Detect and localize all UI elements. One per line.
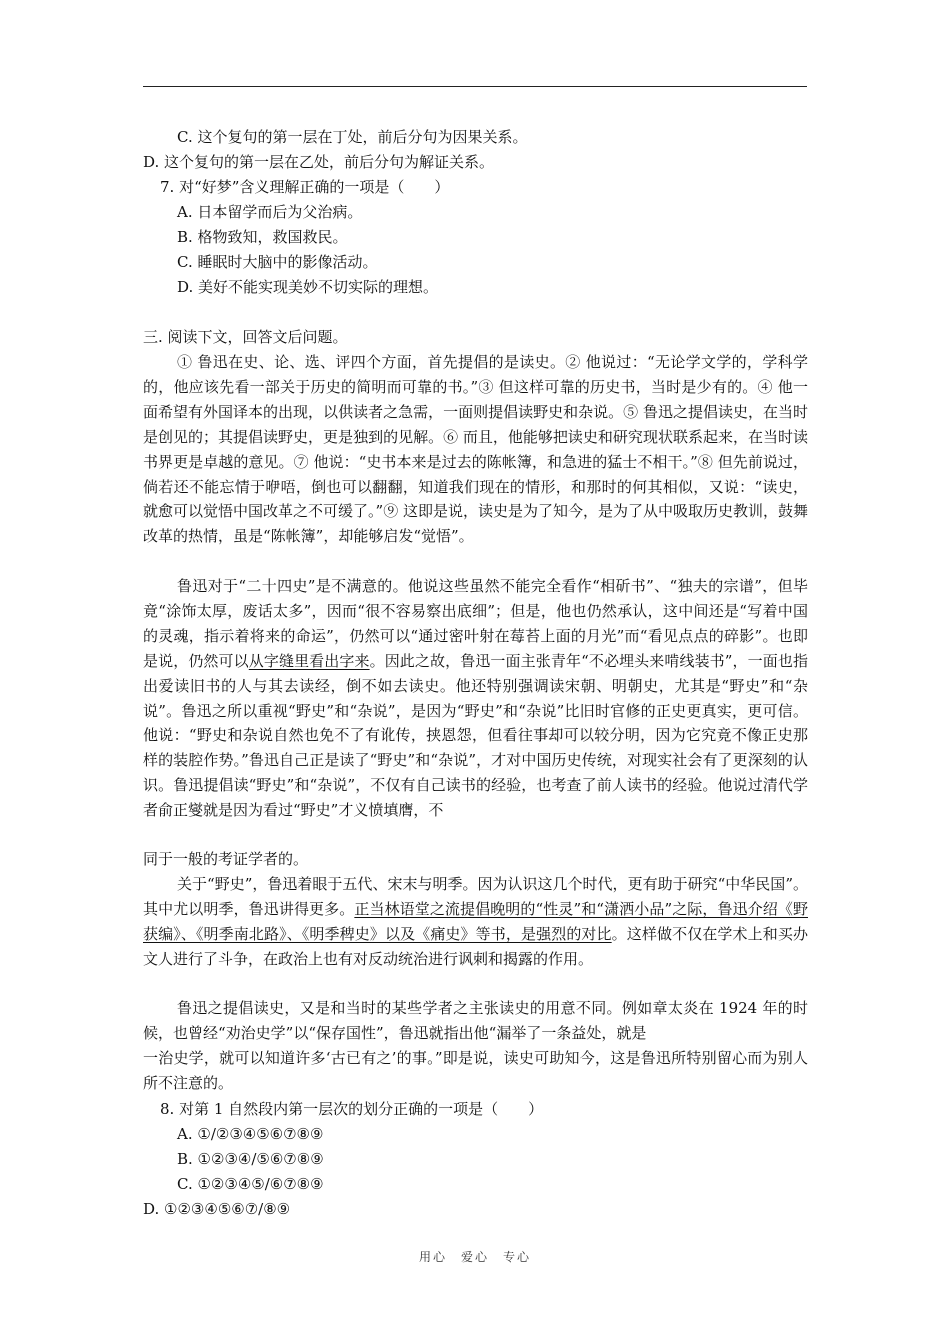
passage-paragraph-2 bbox=[143, 574, 808, 823]
passage-paragraph-2-text-b: 。因此之故，鲁迅一面主张青年“不必埋头来啃线装书”，一面也指出爱读旧书的人与其去读经，倒不如去读史。他还特别强调读宋朝、明朝史，尤其是“野史”和“杂说”。鲁迅之所以重视“野史”和“杂说”，是因为“野史”和“杂说”比旧时官修的正史更真实，更可信。他说：“野史和杂说自然也免不了有讹传，挟恩怨，但看往事却可以较分明，因为它究竟不像正史那样的装腔作势。”鲁迅自己正是读了“野史”和“杂说”，才对中国历史传统，对现实社会有了更深刻的认识。鲁迅提倡读“野史”和“杂说”，不仅有自己读书的经验，也考查了前人读书的经验。他说过清代学者俞正燮就是因为看过“野史”才义愤填膺，不 bbox=[143, 651, 808, 820]
q6-option-d: D. 这个复句的第一层在乙处，前后分句为解证关系。 bbox=[143, 153, 495, 171]
passage-paragraph-3-text-a: 关于“野史”，鲁迅着眼于五代、宋末与明季。因为认识这几个时代，更有助于研究“中华民国”。其中尤以明季，鲁迅讲得更多。 bbox=[143, 875, 808, 918]
passage-paragraph-2-tail: 同于一般的考证学者的。 bbox=[143, 850, 309, 868]
passage-paragraph-1: ① 鲁迅在史、论、选、评四个方面，首先提倡的是读史。② 他说过：“无论学文学的，学科学的，他应该先看一部关于历史的简明而可靠的书。”③ 但这样可靠的历史书，当时是少有的。④ 他一面希望有外国译本的出现，以供读者之急需，一面则提倡读野史和杂说。⑤ 鲁迅之提倡读史，在当时是创见的；其提倡读野史，更是独到的见解。⑥ 而且，他能够把读史和研究现状联系起来，在当时读书界更是卓越的意见。⑦ 他说：“史书本来是过去的陈帐簿，和急进的猛士不相干。”⑧ 但先前说过，倘若还不能忘情于咿唔，倒也可以翻翻，知道我们现在的情形，和那时的何其相似，又说：“读史，就愈可以觉悟中国改革之不可缓了。”⑨ 这即是说，读史是为了知今，是为了从中吸取历史教训，鼓舞改革的热情，虽是“陈帐簿”，却能够启发“觉悟”。 bbox=[143, 353, 808, 546]
passage-paragraph-3-text-b: 。这样做不仅在学术上和买办文人进行了斗争，在政治上也有对反动统治进行讽刺和揭露的作用。 bbox=[143, 924, 808, 968]
q7-option-c: C. 睡眠时大脑中的影像活动。 bbox=[177, 253, 378, 271]
q8-option-a: A. ①/②③④⑤⑥⑦⑧⑨ bbox=[177, 1125, 324, 1143]
q8-option-b: B. ①②③④/⑤⑥⑦⑧⑨ bbox=[177, 1150, 324, 1168]
q7-stem: 7. 对“好梦”含义理解正确的一项是（ ） bbox=[160, 178, 450, 196]
q8-option-d: D. ①②③④⑤⑥⑦/⑧⑨ bbox=[143, 1200, 291, 1218]
q7-option-a: A. 日本留学而后为父治病。 bbox=[177, 203, 363, 221]
q8-stem: 8. 对第 1 自然段内第一层次的划分正确的一项是（ ） bbox=[160, 1100, 544, 1118]
passage-paragraph-3 bbox=[143, 872, 808, 972]
q8-option-c: C. ①②③④⑤/⑥⑦⑧⑨ bbox=[177, 1175, 324, 1193]
q7-option-b: B. 格物致知，救国救民。 bbox=[177, 228, 348, 246]
page-footer: 用心 爱心 专心 bbox=[418, 1250, 531, 1264]
section3-heading: 三. 阅读下文，回答文后问题。 bbox=[143, 328, 348, 346]
q7-option-d: D. 美好不能实现美妙不切实际的理想。 bbox=[177, 278, 439, 296]
q6-option-c: C. 这个复句的第一层在丁处，前后分句为因果关系。 bbox=[177, 128, 528, 146]
passage-paragraph-4-continued: 一治史学，就可以知道许多‘古已有之’的事。”即是说，读史可助知今，这是鲁迅所特别留心而为别人所不注意的。 bbox=[143, 1049, 808, 1092]
passage-underlined-phrase-1: 从字缝里看出字来 bbox=[248, 651, 370, 670]
passage-paragraph-2-text-a: 鲁迅对于“二十四史”是不满意的。他说这些虽然不能完全看作“相斫书”、“独夫的宗谱”，但毕竟“涂饰太厚，废话太多”，因而“很不容易察出底细”；但是，他也仍然承认，这中间还是“写着中国的灵魂，指示着将来的命运”，仍然可以“通过密叶射在莓苔上面的月光”而“看见点点的碎影”。也即是说，仍然可以 bbox=[143, 577, 808, 670]
passage-underlined-sentence: 正当林语堂之流提倡晚明的“性灵”和“潇洒小品”之际，鲁迅介绍《野获编》、《明季南北路》、《明季稗史》以及《痛史》等书，是强烈的对比 bbox=[143, 899, 808, 943]
passage-paragraph-4: 鲁迅之提倡读史，又是和当时的某些学者之主张读史的用意不同。例如章太炎在 1924 年的时候，也曾经“劝治史学”以“保存国性”，鲁迅就指出他“漏举了一条益处，就是 bbox=[143, 999, 808, 1042]
header-rule bbox=[143, 86, 807, 87]
